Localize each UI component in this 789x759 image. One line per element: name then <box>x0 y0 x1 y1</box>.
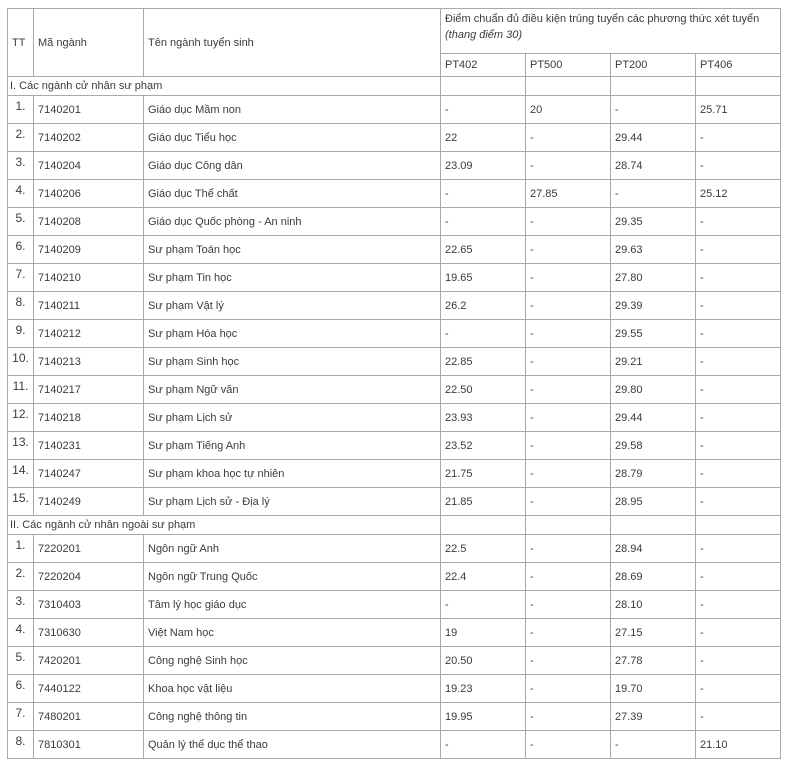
score-cell: 29.58 <box>611 432 696 460</box>
score-cell: 19.70 <box>611 675 696 703</box>
tt-cell: 9. <box>8 320 34 348</box>
name-cell: Sư phạm Lịch sử - Địa lý <box>144 488 441 516</box>
tt-cell: 3. <box>8 152 34 180</box>
tt-cell: 1. <box>8 535 34 563</box>
score-cell: - <box>696 619 781 647</box>
score-cell: 26.2 <box>441 292 526 320</box>
score-cell: - <box>441 180 526 208</box>
score-cell: 19.95 <box>441 703 526 731</box>
name-cell: Giáo dục Công dân <box>144 152 441 180</box>
score-cell: - <box>526 432 611 460</box>
code-cell: 7220201 <box>34 535 144 563</box>
code-cell: 7140211 <box>34 292 144 320</box>
score-cell: - <box>526 619 611 647</box>
score-cell: 28.69 <box>611 563 696 591</box>
score-cell: 22.5 <box>441 535 526 563</box>
code-cell: 7140210 <box>34 264 144 292</box>
tt-cell: 6. <box>8 236 34 264</box>
score-cell: - <box>696 320 781 348</box>
tt-cell: 2. <box>8 124 34 152</box>
tt-cell: 6. <box>8 675 34 703</box>
score-cell: - <box>526 460 611 488</box>
code-cell: 7440122 <box>34 675 144 703</box>
score-cell: 29.55 <box>611 320 696 348</box>
score-cell: - <box>696 703 781 731</box>
code-cell: 7140218 <box>34 404 144 432</box>
score-cell: - <box>696 488 781 516</box>
name-cell: Tâm lý học giáo dục <box>144 591 441 619</box>
score-cell: - <box>696 348 781 376</box>
score-header <box>441 9 781 54</box>
code-cell: 7140231 <box>34 432 144 460</box>
score-cell: - <box>526 208 611 236</box>
column-header-name: Tên ngành tuyển sinh <box>144 9 441 77</box>
score-cell: - <box>526 675 611 703</box>
code-cell: 7140209 <box>34 236 144 264</box>
section-row <box>8 77 781 96</box>
score-cell: - <box>696 236 781 264</box>
score-cell: 29.39 <box>611 292 696 320</box>
score-cell: - <box>526 563 611 591</box>
section-row <box>8 516 781 535</box>
score-cell: 23.52 <box>441 432 526 460</box>
score-cell: - <box>696 208 781 236</box>
score-cell: 23.93 <box>441 404 526 432</box>
score-cell: - <box>696 563 781 591</box>
score-cell: 22 <box>441 124 526 152</box>
score-cell: 27.80 <box>611 264 696 292</box>
section-empty-cell <box>441 77 526 96</box>
score-cell: 21.85 <box>441 488 526 516</box>
score-cell: - <box>696 292 781 320</box>
table-row <box>8 376 781 404</box>
score-cell: - <box>696 404 781 432</box>
score-cell: - <box>526 264 611 292</box>
score-cell: - <box>526 404 611 432</box>
score-cell: - <box>696 264 781 292</box>
score-cell: 25.12 <box>696 180 781 208</box>
score-cell: 29.21 <box>611 348 696 376</box>
name-cell: Việt Nam học <box>144 619 441 647</box>
name-cell: Sư phạm Toán học <box>144 236 441 264</box>
table-row <box>8 348 781 376</box>
name-cell: Công nghệ Sinh học <box>144 647 441 675</box>
score-cell: 20 <box>526 96 611 124</box>
score-cell: 22.85 <box>441 348 526 376</box>
score-cell: - <box>526 731 611 759</box>
score-cell: 21.10 <box>696 731 781 759</box>
header-row-main <box>8 9 781 54</box>
score-cell: 29.44 <box>611 404 696 432</box>
score-cell: 27.15 <box>611 619 696 647</box>
score-cell: - <box>611 180 696 208</box>
name-cell: Quản lý thể dục thể thao <box>144 731 441 759</box>
score-cell: - <box>611 731 696 759</box>
code-cell: 7810301 <box>34 731 144 759</box>
tt-cell: 3. <box>8 591 34 619</box>
name-cell: Giáo dục Tiểu học <box>144 124 441 152</box>
table-row <box>8 96 781 124</box>
score-cell: 22.50 <box>441 376 526 404</box>
name-cell: Công nghệ thông tin <box>144 703 441 731</box>
table-row <box>8 180 781 208</box>
table-row <box>8 404 781 432</box>
score-cell: - <box>611 96 696 124</box>
score-cell: - <box>441 591 526 619</box>
code-cell: 7220204 <box>34 563 144 591</box>
score-cell: - <box>526 376 611 404</box>
tt-cell: 2. <box>8 563 34 591</box>
admission-score-table <box>7 8 781 759</box>
score-cell: - <box>441 320 526 348</box>
name-cell: Sư phạm Tin học <box>144 264 441 292</box>
score-cell: 28.95 <box>611 488 696 516</box>
table-row <box>8 731 781 759</box>
score-cell: 28.10 <box>611 591 696 619</box>
score-header-subtitle: (thang điểm 30) <box>445 29 523 41</box>
score-cell: - <box>526 292 611 320</box>
table-row <box>8 292 781 320</box>
score-cell: - <box>696 376 781 404</box>
tt-cell: 15. <box>8 488 34 516</box>
name-cell: Sư phạm Sinh học <box>144 348 441 376</box>
column-header-pt200: PT200 <box>611 54 696 77</box>
score-cell: - <box>696 675 781 703</box>
section-empty-cell <box>696 516 781 535</box>
table-row <box>8 460 781 488</box>
score-cell: 28.94 <box>611 535 696 563</box>
score-cell: - <box>441 96 526 124</box>
code-cell: 7140213 <box>34 348 144 376</box>
section-empty-cell <box>696 77 781 96</box>
score-cell: 28.74 <box>611 152 696 180</box>
score-cell: 19.65 <box>441 264 526 292</box>
tt-cell: 10. <box>8 348 34 376</box>
score-cell: - <box>696 152 781 180</box>
name-cell: Sư phạm Tiếng Anh <box>144 432 441 460</box>
tt-cell: 1. <box>8 96 34 124</box>
name-cell: Giáo dục Quốc phòng - An ninh <box>144 208 441 236</box>
score-cell: 19.23 <box>441 675 526 703</box>
score-cell: 27.85 <box>526 180 611 208</box>
score-cell: - <box>526 703 611 731</box>
name-cell: Sư phạm Hóa học <box>144 320 441 348</box>
column-header-pt500: PT500 <box>526 54 611 77</box>
score-cell: - <box>696 591 781 619</box>
score-cell: - <box>526 535 611 563</box>
code-cell: 7310630 <box>34 619 144 647</box>
tt-cell: 8. <box>8 731 34 759</box>
name-cell: Sư phạm Lịch sử <box>144 404 441 432</box>
tt-cell: 14. <box>8 460 34 488</box>
code-cell: 7140249 <box>34 488 144 516</box>
score-cell: 29.80 <box>611 376 696 404</box>
name-cell: Sư phạm Ngữ văn <box>144 376 441 404</box>
score-cell: - <box>441 731 526 759</box>
tt-cell: 5. <box>8 647 34 675</box>
code-cell: 7140204 <box>34 152 144 180</box>
score-cell: - <box>526 124 611 152</box>
score-cell: 22.65 <box>441 236 526 264</box>
score-cell: - <box>526 236 611 264</box>
score-cell: 29.35 <box>611 208 696 236</box>
code-cell: 7310403 <box>34 591 144 619</box>
score-cell: 27.78 <box>611 647 696 675</box>
score-cell: 21.75 <box>441 460 526 488</box>
table-row <box>8 619 781 647</box>
section-empty-cell <box>611 516 696 535</box>
column-header-pt406: PT406 <box>696 54 781 77</box>
score-cell: 19 <box>441 619 526 647</box>
tt-cell: 12. <box>8 404 34 432</box>
table-row <box>8 647 781 675</box>
tt-cell: 5. <box>8 208 34 236</box>
section-label: II. Các ngành cử nhân ngoài sư phạm <box>8 516 441 535</box>
section-empty-cell <box>611 77 696 96</box>
score-cell: 29.44 <box>611 124 696 152</box>
code-cell: 7140201 <box>34 96 144 124</box>
code-cell: 7140217 <box>34 376 144 404</box>
score-cell: 23.09 <box>441 152 526 180</box>
section-empty-cell <box>526 77 611 96</box>
score-cell: - <box>526 348 611 376</box>
score-cell: 29.63 <box>611 236 696 264</box>
code-cell: 7480201 <box>34 703 144 731</box>
score-cell: - <box>526 152 611 180</box>
score-cell: - <box>526 647 611 675</box>
table-row <box>8 264 781 292</box>
column-header-code: Mã ngành <box>34 9 144 77</box>
score-cell: - <box>696 460 781 488</box>
table-row <box>8 591 781 619</box>
table-row <box>8 563 781 591</box>
name-cell: Ngôn ngữ Trung Quốc <box>144 563 441 591</box>
score-cell: - <box>696 535 781 563</box>
name-cell: Sư phạm khoa học tự nhiên <box>144 460 441 488</box>
table-row <box>8 124 781 152</box>
table-row <box>8 488 781 516</box>
tt-cell: 4. <box>8 180 34 208</box>
code-cell: 7140247 <box>34 460 144 488</box>
score-cell: - <box>441 208 526 236</box>
table-row <box>8 675 781 703</box>
column-header-pt402: PT402 <box>441 54 526 77</box>
score-cell: - <box>696 432 781 460</box>
table-row <box>8 320 781 348</box>
score-cell: - <box>696 647 781 675</box>
name-cell: Ngôn ngữ Anh <box>144 535 441 563</box>
score-cell: 20.50 <box>441 647 526 675</box>
table-row <box>8 535 781 563</box>
name-cell: Sư phạm Vật lý <box>144 292 441 320</box>
tt-cell: 4. <box>8 619 34 647</box>
name-cell: Giáo dục Mầm non <box>144 96 441 124</box>
table-body <box>8 77 781 759</box>
table-row <box>8 208 781 236</box>
tt-cell: 13. <box>8 432 34 460</box>
table-row <box>8 703 781 731</box>
score-header-title: Điểm chuẩn đủ điều kiện trúng tuyển các phương thức xét tuyển <box>445 13 760 25</box>
name-cell: Khoa học vật liệu <box>144 675 441 703</box>
table-row <box>8 152 781 180</box>
score-cell: 22.4 <box>441 563 526 591</box>
score-cell: - <box>526 488 611 516</box>
score-cell: 28.79 <box>611 460 696 488</box>
score-cell: 27.39 <box>611 703 696 731</box>
tt-cell: 7. <box>8 264 34 292</box>
section-empty-cell <box>441 516 526 535</box>
score-cell: - <box>526 591 611 619</box>
name-cell: Giáo dục Thể chất <box>144 180 441 208</box>
code-cell: 7140212 <box>34 320 144 348</box>
column-header-tt: TT <box>8 9 34 77</box>
score-cell: - <box>696 124 781 152</box>
table-row <box>8 236 781 264</box>
section-empty-cell <box>526 516 611 535</box>
code-cell: 7140206 <box>34 180 144 208</box>
code-cell: 7420201 <box>34 647 144 675</box>
score-cell: 25.71 <box>696 96 781 124</box>
tt-cell: 7. <box>8 703 34 731</box>
table-row <box>8 432 781 460</box>
code-cell: 7140208 <box>34 208 144 236</box>
tt-cell: 11. <box>8 376 34 404</box>
section-label: I. Các ngành cử nhân sư phạm <box>8 77 441 96</box>
score-cell: - <box>526 320 611 348</box>
tt-cell: 8. <box>8 292 34 320</box>
code-cell: 7140202 <box>34 124 144 152</box>
